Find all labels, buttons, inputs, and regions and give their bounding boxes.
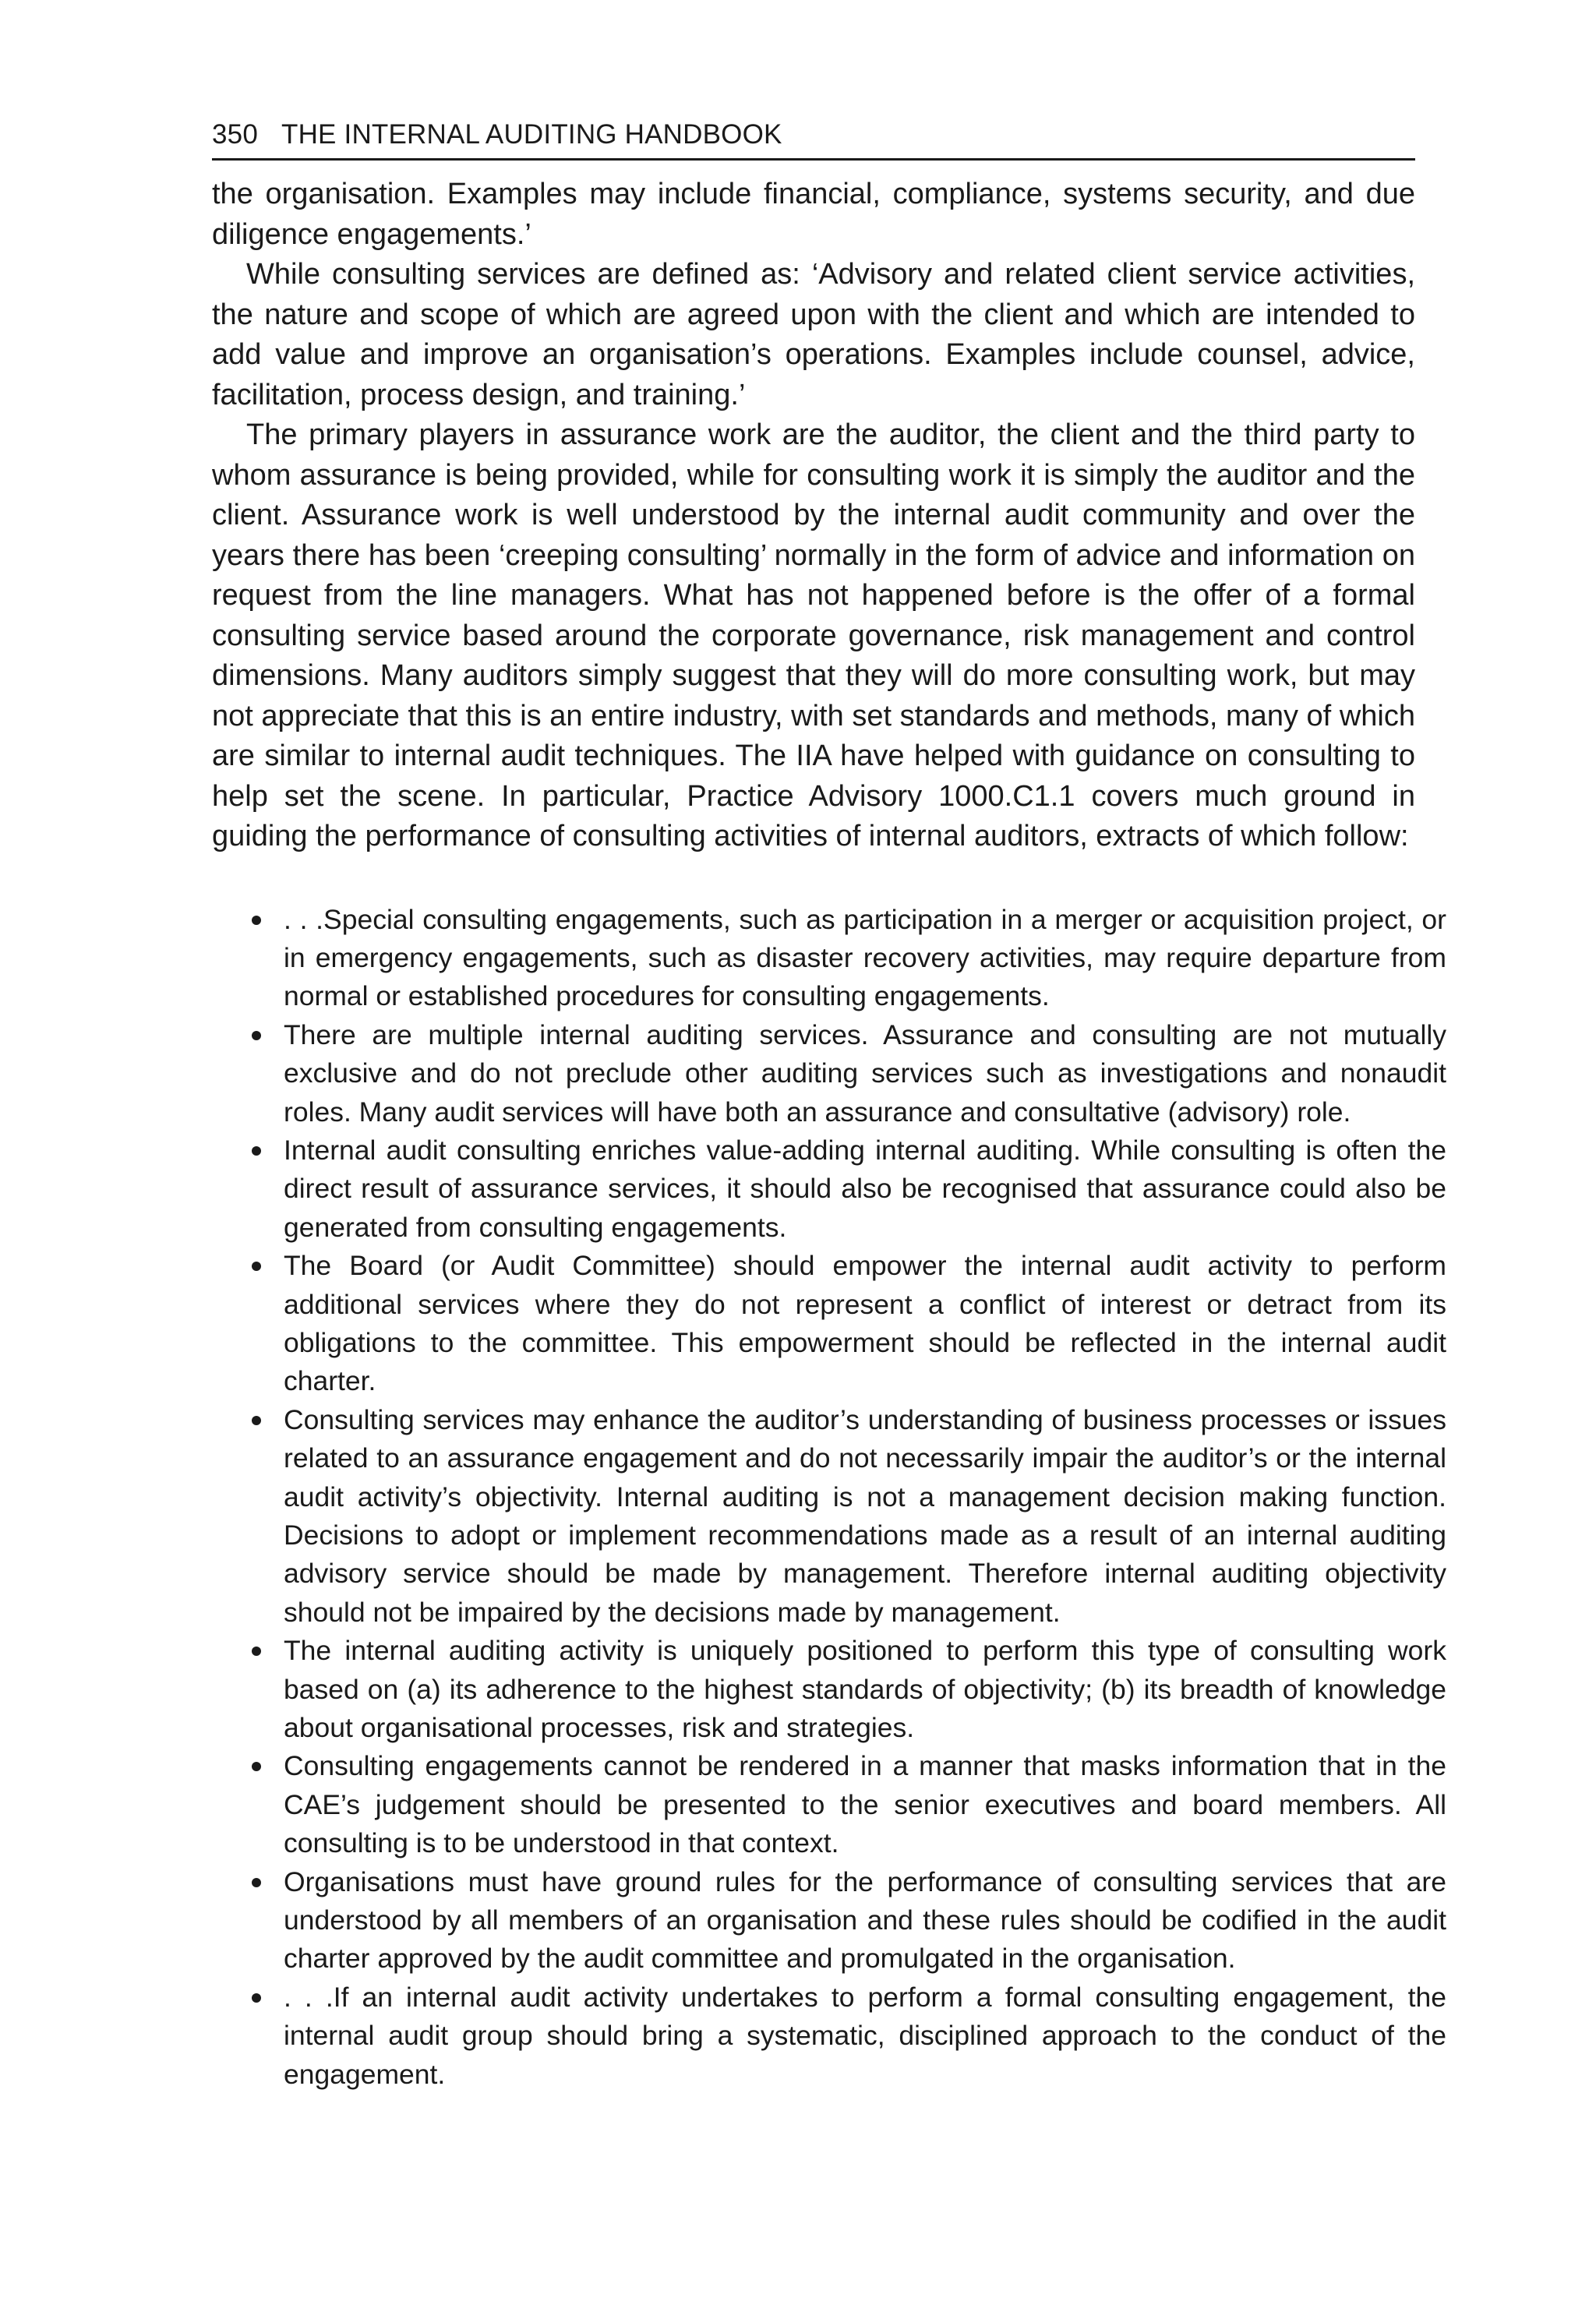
paragraph-continued: the organisation. Examples may include financial, compliance, systems security, and due diligence engagements.’ — [212, 178, 1415, 251]
list-item-text: Consulting engagements cannot be rendered in a manner that masks information that in the CAE’s judgement should be presented to the senior executives and board members. All consulting is to be understood in that context. — [284, 1750, 1446, 1859]
bullet-icon — [252, 1762, 261, 1771]
paragraph-consulting-definition: While consulting services are defined as: ‘Advisory and related client service activities, the nature and scope of which are agreed upon with the client and which are intended to add value and improve an organisation’s operations. Examples include counsel, advice, facilitation, process design, and training.’ — [212, 258, 1415, 411]
bullet-icon — [252, 1647, 261, 1656]
list-item — [284, 1747, 1446, 1862]
bullet-icon — [252, 1146, 261, 1156]
list-item — [284, 1978, 1446, 2094]
list-item-text: . . .Special consulting engagements, such as participation in a merger or acquisition project, or in emergency engagements, such as disaster recovery activities, may require departure from normal or established procedures for consulting engagements. — [284, 903, 1446, 1012]
list-item — [284, 1401, 1446, 1632]
bullet-icon — [252, 1993, 261, 2003]
list-item — [284, 1247, 1446, 1401]
page-number: 350 — [212, 119, 258, 150]
bullet-icon — [252, 916, 261, 925]
list-item-text: Organisations must have ground rules for the performance of consulting services that are understood by all members of an organisation and these rules should be codified in the audit charter approved by the audit committee and promulgated in the organisation. — [284, 1865, 1446, 1975]
bullet-icon — [252, 1262, 261, 1271]
bullet-icon — [252, 1416, 261, 1425]
list-item — [284, 1131, 1446, 1247]
body-text — [212, 175, 1415, 857]
list-item-text: Internal audit consulting enriches value-adding internal auditing. While consulting is often the direct result of assurance services, it should also be recognised that assurance could also be generated from consulting engagements. — [284, 1134, 1446, 1243]
list-item-text: . . .If an internal audit activity undertakes to perform a formal consulting engagement, the internal audit group should bring a systematic, disciplined approach to the conduct of the engagement. — [284, 1981, 1446, 2090]
list-item-text: The internal auditing activity is uniquely positioned to perform this type of consulting work based on (a) its adherence to the highest standards of objectivity; (b) its breadth of knowledge about organisational processes, risk and strategies. — [284, 1635, 1446, 1744]
list-item — [284, 901, 1446, 1016]
list-item — [284, 1632, 1446, 1747]
list-item-text: The Board (or Audit Committee) should empower the internal audit activity to perform additional services where they do not represent a conflict of interest or detract from its obligations to the committee. This empowerment should be reflected in the internal audit charter. — [284, 1250, 1446, 1397]
book-title: THE INTERNAL AUDITING HANDBOOK — [281, 119, 782, 150]
book-page — [212, 117, 1446, 2094]
practice-advisory-extracts-list — [212, 901, 1446, 2095]
list-item-text: There are multiple internal auditing services. Assurance and consulting are not mutually exclusive and do not preclude other auditing services such as investigations and nonaudit roles. Many audit services will have both an assurance and consultative (advisory) role. — [284, 1018, 1446, 1128]
bullet-icon — [252, 1878, 261, 1887]
running-header — [212, 117, 1415, 161]
paragraph-primary-players: The primary players in assurance work are the auditor, the client and the third party to whom assurance is being provided, while for consulting work it is simply the auditor and the client. Assurance work is well understood by the internal audit community and over the years there has been ‘creeping consulting’ normally in the form of advice and information on request from the line managers. What has not happened before is the offer of a formal consulting service based around the corporate governance, risk management and control dimensions. Many auditors simply suggest that they will do more consulting work, but may not appreciate that this is an entire industry, with set standards and methods, many of which are similar to internal audit techniques. The IIA have helped with guidance on consulting to help set the scene. In particular, Practice Advisory 1000.C1.1 covers much ground in guiding the performance of consulting activities of internal auditors, extracts of which follow: — [212, 418, 1415, 852]
list-item-text: Consulting services may enhance the auditor’s understanding of business processes or issues related to an assurance engagement and do not necessarily impair the auditor’s or the internal audit activity’s objectivity. Internal auditing is not a management decision making function. Decisions to adopt or implement recommendations made as a result of an internal auditing advisory service should be made by management. Therefore internal auditing objectivity should not be impaired by the decisions made by management. — [284, 1403, 1446, 1628]
bullet-icon — [252, 1031, 261, 1040]
list-item — [284, 1016, 1446, 1131]
list-item — [284, 1863, 1446, 1978]
